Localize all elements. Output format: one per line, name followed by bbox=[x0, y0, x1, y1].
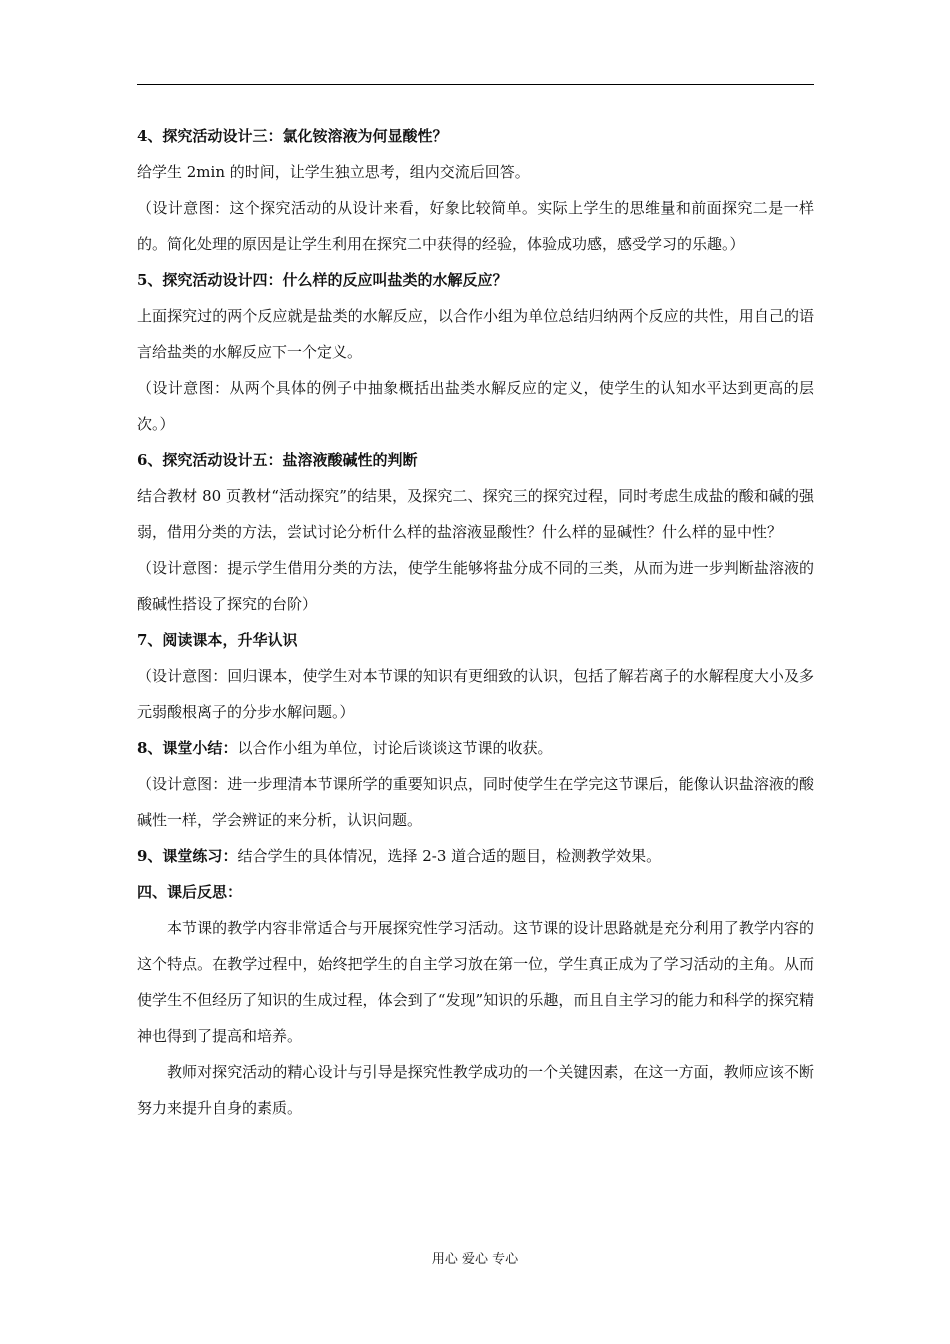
design-intent-note: （设计意图：从两个具体的例子中抽象概括出盐类水解反应的定义，使学生的认知水平达到更高的层次。） bbox=[137, 379, 814, 433]
document-body bbox=[137, 118, 814, 1126]
heading-activity-3: 4、探究活动设计三：氯化铵溶液为何显酸性？ bbox=[137, 127, 448, 145]
design-intent-note: （设计意图：回归课本，使学生对本节课的知识有更细致的认识，包括了解若离子的水解程度大小及多元弱酸根离子的分步水解问题。） bbox=[137, 667, 814, 721]
reflection-paragraph: 教师对探究活动的精心设计与引导是探究性教学成功的一个关键因素，在这一方面，教师应该不断努力来提升自身的素质。 bbox=[137, 1063, 814, 1117]
heading-reflection: 四、课后反思： bbox=[137, 883, 243, 901]
summary-text: 以合作小组为单位，讨论后谈谈这节课的收获。 bbox=[237, 739, 553, 757]
summary-lead: 8、课堂小结： bbox=[137, 739, 238, 757]
header-rule bbox=[137, 84, 814, 85]
design-intent-note: （设计意图：进一步理清本节课所学的重要知识点，同时使学生在学完这节课后，能像认识盐溶液的酸碱性一样，学会辨证的来分析，认识问题。 bbox=[137, 775, 814, 829]
paragraph: 给学生 2min 的时间，让学生独立思考，组内交流后回答。 bbox=[137, 163, 530, 181]
heading-activity-4: 5、探究活动设计四：什么样的反应叫盐类的水解反应？ bbox=[137, 271, 508, 289]
heading-activity-5: 6、探究活动设计五：盐溶液酸碱性的判断 bbox=[137, 451, 418, 469]
exercise-text: 结合学生的具体情况，选择 2-3 道合适的题目，检测教学效果。 bbox=[237, 847, 662, 865]
page-footer: 用心 爱心 专心 bbox=[431, 1252, 519, 1267]
design-intent-note: （设计意图：这个探究活动的从设计来看，好象比较简单。实际上学生的思维量和前面探究二是一样的。简化处理的原因是让学生利用在探究二中获得的经验，体验成功感，感受学习的乐趣。） bbox=[137, 199, 814, 253]
heading-reading: 7、阅读课本，升华认识 bbox=[137, 631, 298, 649]
exercise-lead: 9、课堂练习： bbox=[137, 847, 238, 865]
paragraph: 结合教材 80 页教材“活动探究”的结果，及探究二、探究三的探究过程，同时考虑生成盐的酸和碱的强弱，借用分类的方法，尝试讨论分析什么样的盐溶液显酸性？什么样的显碱性？什么样的显中性？ bbox=[137, 487, 814, 541]
reflection-paragraph: 本节课的教学内容非常适合与开展探究性学习活动。这节课的设计思路就是充分利用了教学内容的这个特点。在教学过程中，始终把学生的自主学习放在第一位，学生真正成为了学习活动的主角。从而使学生不但经历了知识的生成过程，体会到了“发现”知识的乐趣，而且自主学习的能力和科学的探究精神也得到了提高和培养。 bbox=[137, 919, 814, 1045]
paragraph: 上面探究过的两个反应就是盐类的水解反应，以合作小组为单位总结归纳两个反应的共性，用自己的语言给盐类的水解反应下一个定义。 bbox=[137, 307, 814, 361]
exercise-paragraph bbox=[137, 838, 814, 874]
summary-paragraph bbox=[137, 730, 814, 766]
design-intent-note: （设计意图：提示学生借用分类的方法，使学生能够将盐分成不同的三类，从而为进一步判断盐溶液的酸碱性搭设了探究的台阶） bbox=[137, 559, 814, 613]
